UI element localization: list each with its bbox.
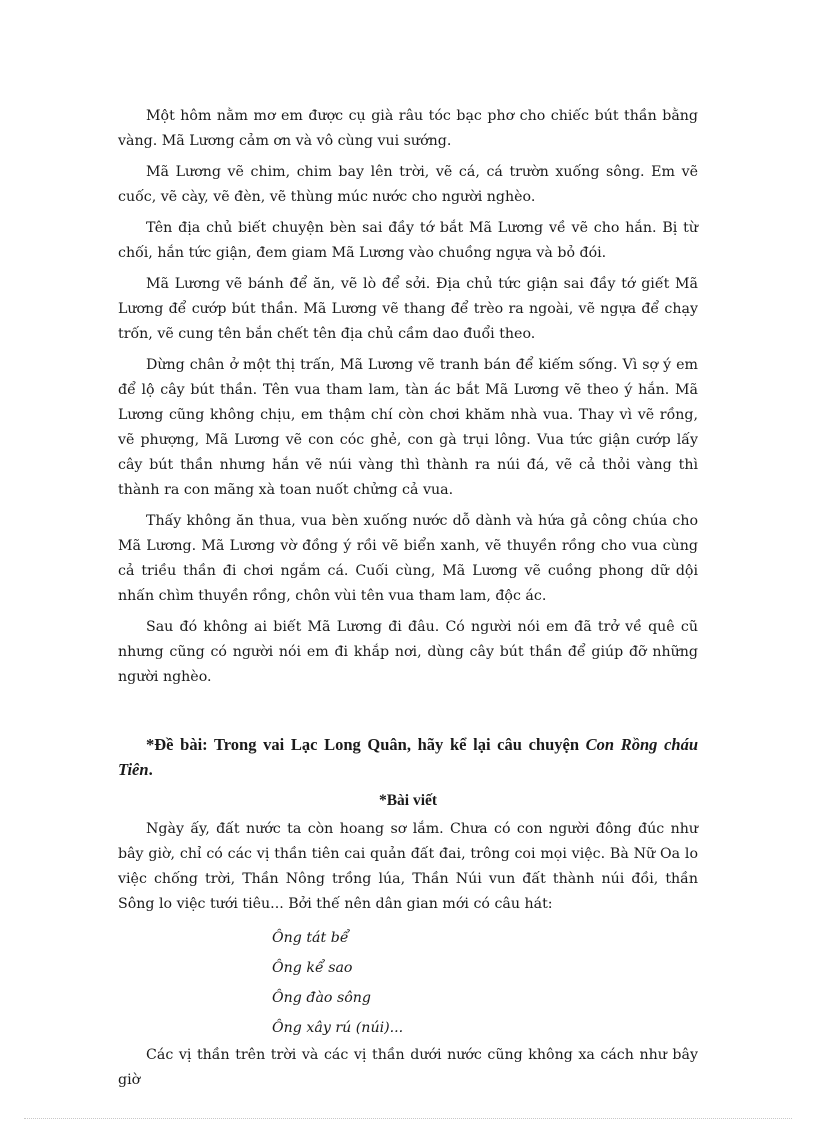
document-page <box>118 104 698 1099</box>
story-paragraph-1: Một hôm nằm mơ em được cụ già râu tóc bạc phơ cho chiếc bút thần bằng vàng. Mã Lương cảm ơn và vô cùng vui sướng. <box>118 108 698 149</box>
verse-line: Ông xây rú (núi)... <box>272 1020 404 1036</box>
folk-verse <box>272 923 698 1043</box>
story-paragraph-3: Tên địa chủ biết chuyện bèn sai đầy tớ bắt Mã Lương về vẽ cho hắn. Bị từ chối, hắn tức giận, đem giam Mã Lương vào chuồng ngựa và bỏ đói. <box>118 220 698 261</box>
prompt-suffix: . <box>148 760 153 779</box>
page-bottom-divider <box>24 1118 792 1119</box>
story-paragraph-4: Mã Lương vẽ bánh để ăn, vẽ lò để sởi. Địa chủ tức giận sai đầy tớ giết Mã Lương để cướp bút thần. Mã Lương vẽ thang để trèo ra ngoài, vẽ ngựa để chạy trốn, vẽ cung tên bắn chết tên địa chủ cầm dao đuổi theo. <box>118 276 698 342</box>
essay-prompt <box>118 732 698 782</box>
essay-continuation: Các vị thần trên trời và các vị thần dưới nước cũng không xa cách như bây giờ <box>118 1047 698 1088</box>
prompt-prefix: *Đề bài: Trong vai Lạc Long Quân, hãy kể lại câu chuyện <box>146 735 586 754</box>
story-paragraph-5: Dừng chân ở một thị trấn, Mã Lương vẽ tranh bán để kiếm sống. Vì sợ ý em để lộ cây bút thần. Tên vua tham lam, tàn ác bắt Mã Lương vẽ theo ý hắn. Mã Lương cũng không chịu, em thậm chí còn chơi khăm nhà vua. Thay vì vẽ rồng, vẽ phượng, Mã Lương vẽ con cóc ghẻ, con gà trụi lông. Vua tức giận cướp lấy cây bút thần nhưng hắn vẽ núi vàng thì thành ra núi đá, vẽ cả thỏi vàng thì thành ra con mãng xà toan nuốt chửng cả vua. <box>118 357 698 498</box>
essay-intro-paragraph: Ngày ấy, đất nước ta còn hoang sơ lắm. Chưa có con người đông đúc như bây giờ, chỉ có các vị thần tiên cai quản đất đai, trông coi mọi việc. Bà Nữ Oa lo việc chống trời, Thần Nông trồng lúa, Thần Núi vun đất thành núi đồi, thần Sông lo việc tưới tiêu... Bởi thế nên dân gian mới có câu hát: <box>118 821 698 912</box>
story-paragraph-7: Sau đó không ai biết Mã Lương đi đâu. Có người nói em đã trở về quê cũ nhưng cũng có người nói em đi khắp nơi, dùng cây bút thần để giúp đỡ những người nghèo. <box>118 619 698 685</box>
story-paragraph-6: Thấy không ăn thua, vua bèn xuống nước dỗ dành và hứa gả công chúa cho Mã Lương. Mã Lương vờ đồng ý rồi vẽ biển xanh, vẽ thuyền rồng cho vua cùng cả triều thần đi chơi ngắm cá. Cuối cùng, Mã Lương vẽ cuồng phong dữ dội nhấn chìm thuyền rồng, chôn vùi tên vua tham lam, độc ác. <box>118 513 698 604</box>
verse-line: Ông đào sông <box>272 990 371 1006</box>
section-gap <box>118 696 698 732</box>
essay-heading: *Bài viết <box>378 792 438 809</box>
verse-line: Ông tát bể <box>272 930 349 946</box>
prompt-story-title: Con Rồng cháu Tiên <box>118 735 698 779</box>
story-paragraph-2: Mã Lương vẽ chim, chim bay lên trời, vẽ cá, cá trườn xuống sông. Em vẽ cuốc, vẽ cày, vẽ đèn, vẽ thùng múc nước cho người nghèo. <box>118 164 698 205</box>
verse-line: Ông kể sao <box>272 960 353 976</box>
